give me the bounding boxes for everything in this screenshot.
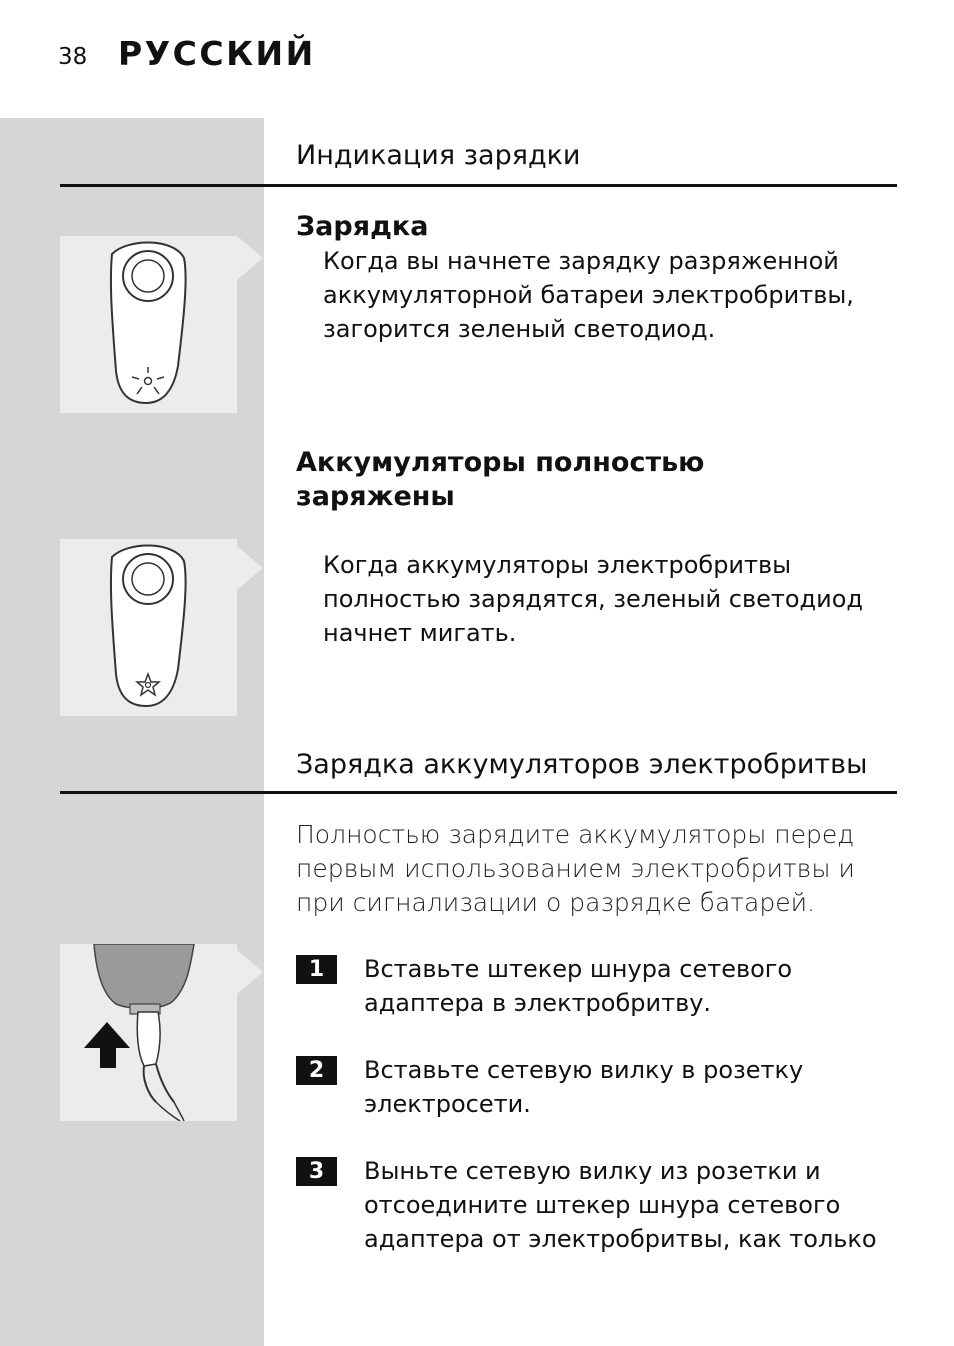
- step-text: Вставьте сетевую вилку в розетку электросети.: [364, 1056, 804, 1118]
- section-rule: [60, 791, 897, 794]
- paragraph-fully-charged: Когда аккумуляторы электробритвы полностью зарядятся, зеленый светодиод начнет мигать.: [323, 551, 864, 647]
- illustration-pointer: [237, 236, 263, 280]
- illustration-pointer: [237, 546, 263, 590]
- step-number: 2: [296, 1056, 337, 1085]
- plug-insert-icon: [60, 944, 237, 1121]
- language-heading: РУССКИЙ: [118, 34, 316, 73]
- subheading-charging: Зарядка: [296, 211, 429, 242]
- section-rule: [60, 184, 897, 187]
- shaver-led-on-icon: [60, 236, 237, 413]
- illustration-pointer: [237, 950, 263, 994]
- subheading-fully-charged: Аккумуляторы полностью заряжены: [296, 447, 705, 512]
- shaver-led-blinking-icon: [60, 539, 237, 716]
- illustration-fully-charged: [60, 539, 237, 716]
- section-title-charge-indication: Индикация зарядки: [296, 140, 581, 171]
- section-title-charging-batteries: Зарядка аккумуляторов электробритвы: [296, 749, 868, 780]
- step-number: 1: [296, 955, 337, 984]
- illustration-charging: [60, 236, 237, 413]
- step-number: 3: [296, 1157, 337, 1186]
- illustration-plug-insert: [60, 944, 237, 1121]
- paragraph-charging: Когда вы начнете зарядку разряженной аккумуляторной батареи электробритвы, загорится зеленый светодиод.: [323, 247, 854, 343]
- step-text: Выньте сетевую вилку из розетки и отсоедините штекер шнура сетевого адаптера от электробритвы, как только: [364, 1157, 877, 1253]
- intro-paragraph: Полностью зарядите аккумуляторы перед первым использованием электробритвы и при сигнализации о разрядке батарей.: [296, 820, 855, 917]
- step-text: Вставьте штекер шнура сетевого адаптера в электробритву.: [364, 955, 793, 1017]
- page-number: 38: [58, 44, 88, 70]
